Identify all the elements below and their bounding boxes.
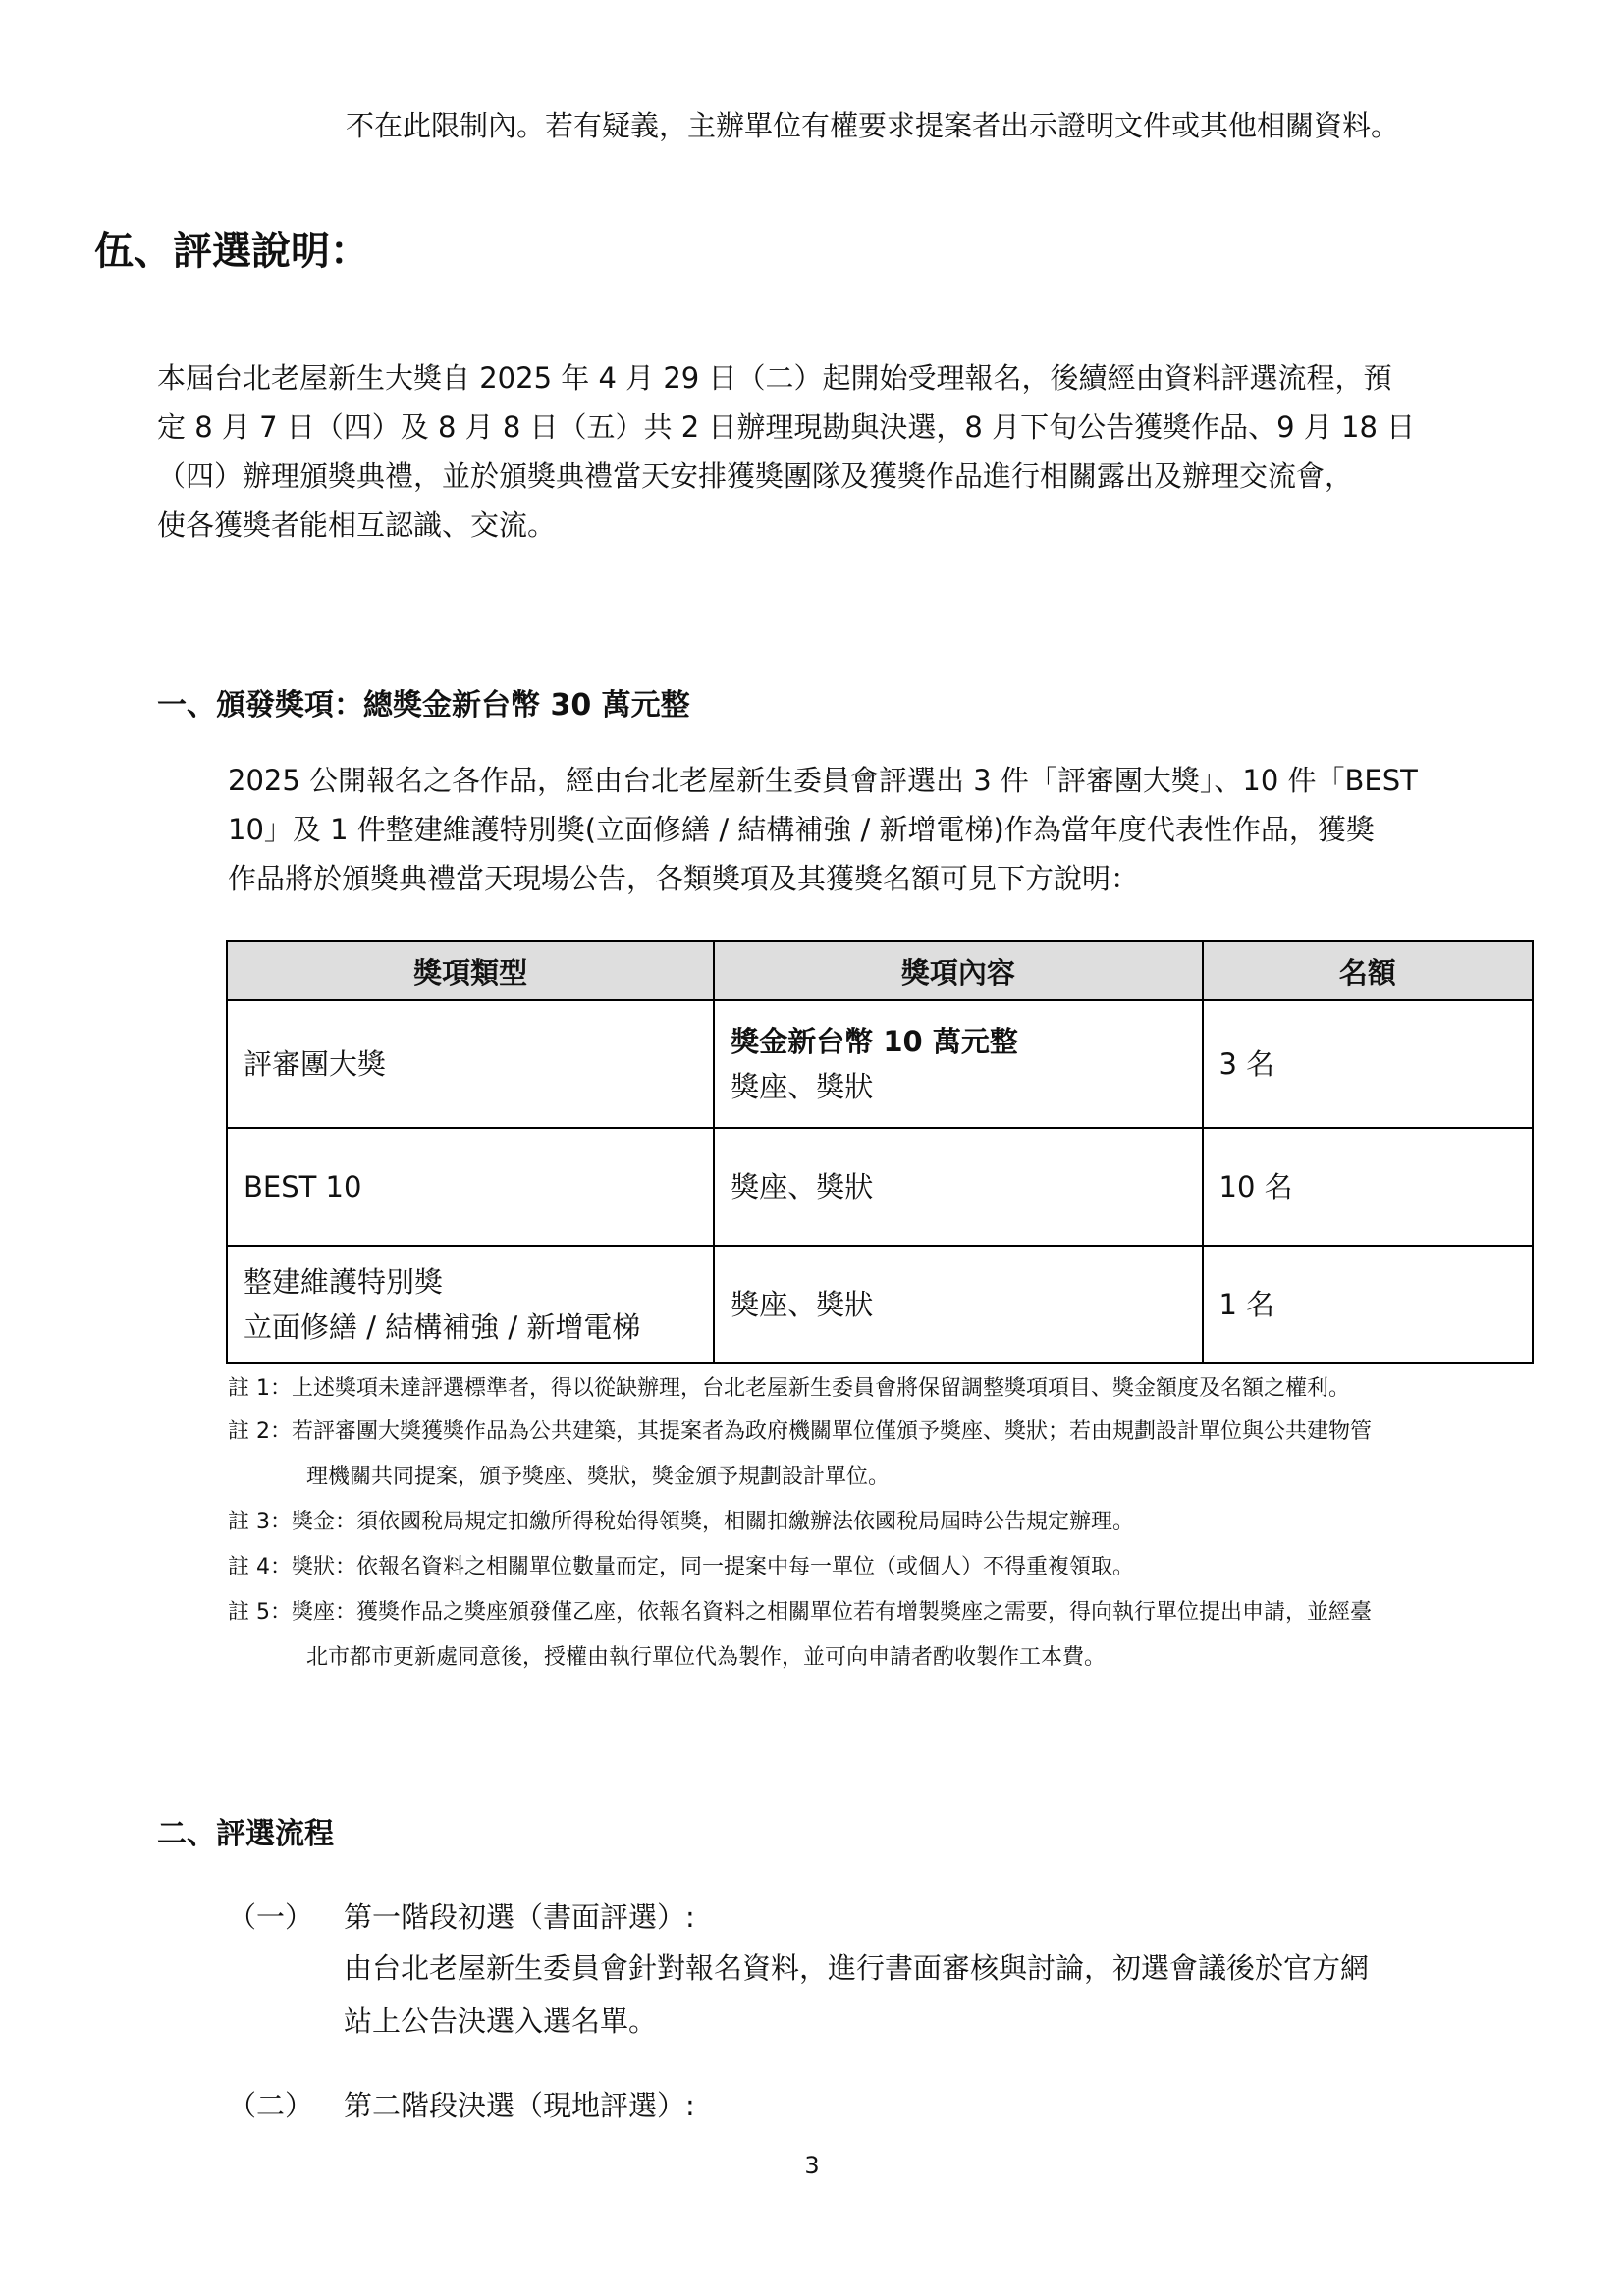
note-text-continued: 理機關共同提案，頒予獎座、獎狀，獎金頒予規劃設計單位。 <box>306 1465 891 1489</box>
process-title: 第二階段決選（現地評選）: <box>344 2089 695 2122</box>
award-type-cell: 整建維護特別獎 立面修繕 / 結構補強 / 新增電梯 <box>227 1246 714 1363</box>
note-label: 註 5： <box>228 1600 292 1625</box>
quota-cell: 10 名 <box>1203 1128 1534 1246</box>
table-row <box>227 1000 1533 1128</box>
note-text: 上述獎項未達評選標準者，得以從缺辦理，台北老屋新生委員會將保留調整獎項項目、獎金額度及名額之權利。 <box>292 1376 1351 1401</box>
table-row <box>227 1128 1533 1246</box>
note-text: 獎座：獲獎作品之獎座頒發僅乙座，依報名資料之相關單位若有增製獎座之需要，得向執行單位提出申請，並經臺 <box>292 1600 1373 1625</box>
continuation-line: 不在此限制內。若有疑義，主辦單位有權要求提案者出示證明文件或其他相關資料。 <box>346 109 1400 142</box>
awards-heading: 一、頒發獎項：總獎金新台幣 30 萬元整 <box>157 688 690 722</box>
process-heading: 二、評選流程 <box>157 1817 334 1851</box>
award-type-cell: BEST 10 <box>227 1128 714 1246</box>
intro-line: 使各獲獎者能相互認識、交流。 <box>157 508 557 542</box>
award-content-cell: 獎金新台幣 10 萬元整 獎座、獎狀 <box>714 1000 1202 1128</box>
note-item <box>228 1417 1534 1463</box>
note-text: 若評審團大獎獲獎作品為公共建築，其提案者為政府機關單位僅頒予獎座、獎狀；若由規劃設計單位與公共建物管 <box>292 1419 1373 1444</box>
process-marker: （一） <box>228 1900 314 1934</box>
note-text: 獎金：須依國稅局規定扣繳所得稅始得領獎，相關扣繳辦法依國稅局屆時公告規定辦理。 <box>292 1510 1135 1534</box>
table-header-row <box>227 941 1533 1000</box>
intro-paragraph <box>157 353 1534 550</box>
quota-cell: 3 名 <box>1203 1000 1534 1128</box>
note-item <box>228 1508 1534 1553</box>
section-title: 伍、評選說明： <box>94 229 369 274</box>
process-item <box>228 1893 1534 2048</box>
process-marker: （二） <box>228 2089 314 2122</box>
process-item <box>228 2081 1534 2130</box>
page-number: 3 <box>804 2152 820 2179</box>
awards-table <box>226 940 1534 1364</box>
intro-line: （四）辦理頒獎典禮，並於頒獎典禮當天安排獲獎團隊及獲獎作品進行相關露出及辦理交流會， <box>157 459 1354 493</box>
header-award-type: 獎項類型 <box>227 941 714 1000</box>
note-label: 註 2： <box>228 1419 292 1444</box>
intro-line: 定 8 月 7 日（四）及 8 月 8 日（五）共 2 日辦理現勘與決選，8 月下旬公告獲獎作品、9 月 18 日 <box>157 410 1416 444</box>
notes-block <box>228 1374 1534 1682</box>
table-row <box>227 1246 1533 1363</box>
process-line: 站上公告決選入選名單。 <box>344 2004 658 2038</box>
header-quota: 名額 <box>1203 941 1534 1000</box>
note-label: 註 1： <box>228 1376 292 1401</box>
note-label: 註 3： <box>228 1510 292 1534</box>
awards-line: 作品將於頒獎典禮當天現場公告，各類獎項及其獲獎名額可見下方說明： <box>228 862 1140 895</box>
process-line: 由台北老屋新生委員會針對報名資料，進行書面審核與討論，初選會議後於官方網 <box>344 1951 1370 1985</box>
note-text-continued: 北市都市更新處同意後，授權由執行單位代為製作，並可向申請者酌收製作工本費。 <box>306 1645 1107 1670</box>
note-label: 註 4： <box>228 1555 292 1579</box>
award-content-cell: 獎座、獎狀 <box>714 1246 1202 1363</box>
intro-line: 本屆台北老屋新生大獎自 2025 年 4 月 29 日（二）起開始受理報名，後續經由資料評選流程，預 <box>157 361 1392 395</box>
process-title: 第一階段初選（書面評選）: <box>344 1900 695 1934</box>
awards-line: 2025 公開報名之各作品，經由台北老屋新生委員會評選出 3 件「評審團大獎」、10 件「BEST <box>228 764 1418 797</box>
header-award-content: 獎項內容 <box>714 941 1202 1000</box>
quota-cell: 1 名 <box>1203 1246 1534 1363</box>
note-text: 獎狀：依報名資料之相關單位數量而定，同一提案中每一單位（或個人）不得重複領取。 <box>292 1555 1135 1579</box>
note-item <box>228 1553 1534 1598</box>
awards-paragraph <box>228 756 1534 903</box>
note-item <box>228 1374 1534 1414</box>
award-content-cell: 獎座、獎狀 <box>714 1128 1202 1246</box>
awards-line: 10」及 1 件整建維護特別獎(立面修繕 / 結構補強 / 新增電梯)作為當年度代表性作品，獲獎 <box>228 813 1375 846</box>
award-type-cell: 評審團大獎 <box>227 1000 714 1128</box>
note-item <box>228 1598 1534 1643</box>
